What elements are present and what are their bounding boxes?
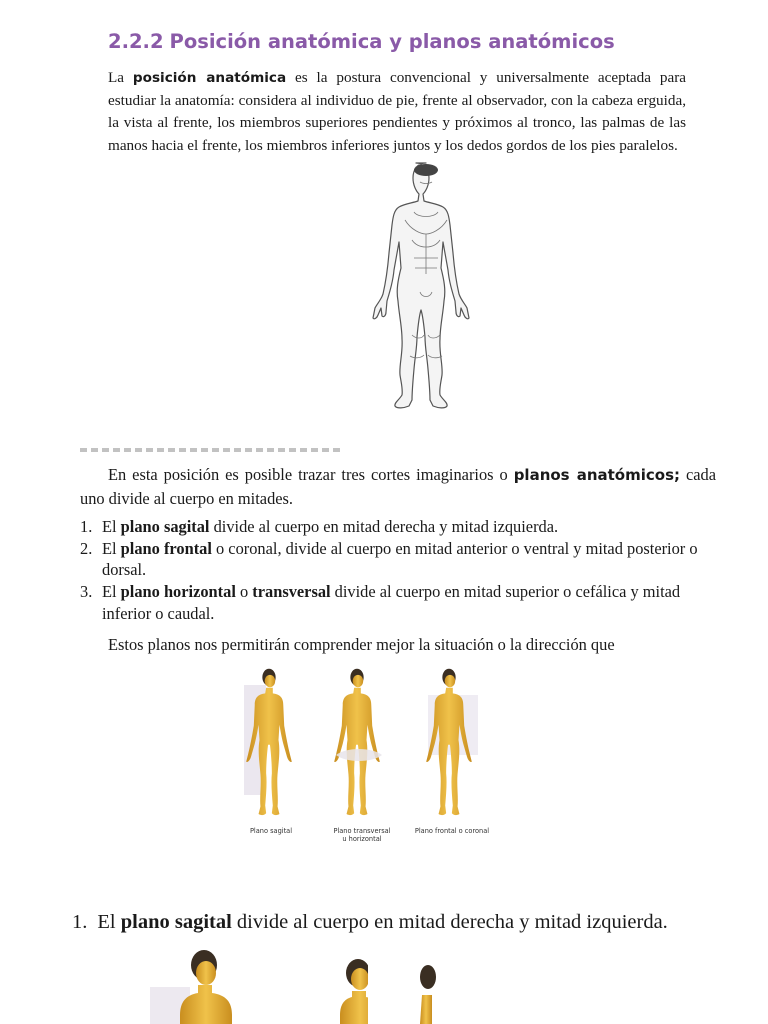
section-heading — [108, 30, 615, 53]
list-text: divide al cuerpo en mitad derecha y mitad izquierda. — [209, 517, 559, 536]
cropped-text-artifact — [80, 444, 340, 454]
term-planos-anatomicos: planos anatómicos; — [513, 466, 680, 484]
section-title: Posición anatómica y planos anatómicos — [169, 30, 615, 53]
caption-transversal-line1: Plano transversal — [333, 827, 391, 835]
list-term: transversal — [252, 582, 331, 602]
list-text: o coronal, divide al cuerpo en mitad anterior o ventral y mitad posterior o dorsal. — [102, 538, 698, 580]
cropped-figures-illustration — [140, 945, 460, 1024]
statement-text: El — [97, 911, 121, 933]
caption-transversal — [322, 827, 402, 843]
para2-post: cada uno divide al cuerpo en mitades. — [80, 465, 716, 509]
para1-post: es la postura convencional y universalmente aceptada para estudiar la anatomía: considera al individuo de pie, frente al observador, con la cabeza erguida, la vista al frente, los miembros superiores pendientes y próximos al tronco, las palmas de las manos hacia el frente, los miembros inferiores juntos y los dedos gordos de los pies paralelos. — [108, 69, 686, 154]
caption-frontal: Plano frontal o coronal — [414, 827, 490, 835]
list-item — [80, 538, 716, 581]
list-number: 2. — [80, 538, 93, 558]
list-number: 3. — [80, 582, 93, 602]
list-term: plano sagital — [120, 517, 210, 536]
figure-sagital — [244, 669, 292, 815]
para2-pre: En esta posición es posible trazar tres cortes imaginarios o — [108, 465, 514, 484]
list-item — [80, 581, 716, 624]
list-item — [80, 516, 716, 537]
figure-frontal — [426, 669, 478, 815]
planes-figure — [214, 655, 514, 850]
anatomical-planes-paragraph — [80, 463, 716, 511]
list-text: divide al cuerpo en mitad superior o cefálica y mitad inferior o caudal. — [102, 582, 681, 623]
para1-pre: La — [108, 69, 133, 86]
female-figure-illustration — [214, 655, 514, 850]
anatomical-position-paragraph — [108, 67, 686, 157]
caption-sagital: Plano sagital — [249, 827, 293, 835]
term-posicion-anatomica: posición anatómica — [132, 70, 287, 86]
list-text: El — [102, 517, 121, 536]
list-term: plano frontal — [120, 538, 212, 558]
list-number: 1. — [80, 517, 93, 536]
list-term: plano horizontal — [120, 582, 236, 602]
list-text: El — [102, 582, 121, 602]
list-text: El — [102, 538, 121, 558]
anatomical-figure-illustration — [370, 160, 482, 418]
figure-transversal — [334, 669, 382, 815]
statement-term: plano sagital — [120, 911, 232, 933]
planes-usage-paragraph — [80, 633, 716, 656]
sagittal-plane-statement — [72, 908, 668, 936]
caption-transversal-line2: u horizontal — [342, 835, 382, 843]
planes-list — [80, 516, 716, 625]
statement-text: divide al cuerpo en mitad derecha y mitad izquierda. — [231, 911, 668, 933]
section-number: 2.2.2 — [108, 30, 164, 53]
statement-number: 1. — [72, 911, 88, 933]
list-text: o — [235, 582, 253, 602]
para3-text: Estos planos nos permitirán comprender mejor la situación o la dirección que — [108, 635, 615, 654]
